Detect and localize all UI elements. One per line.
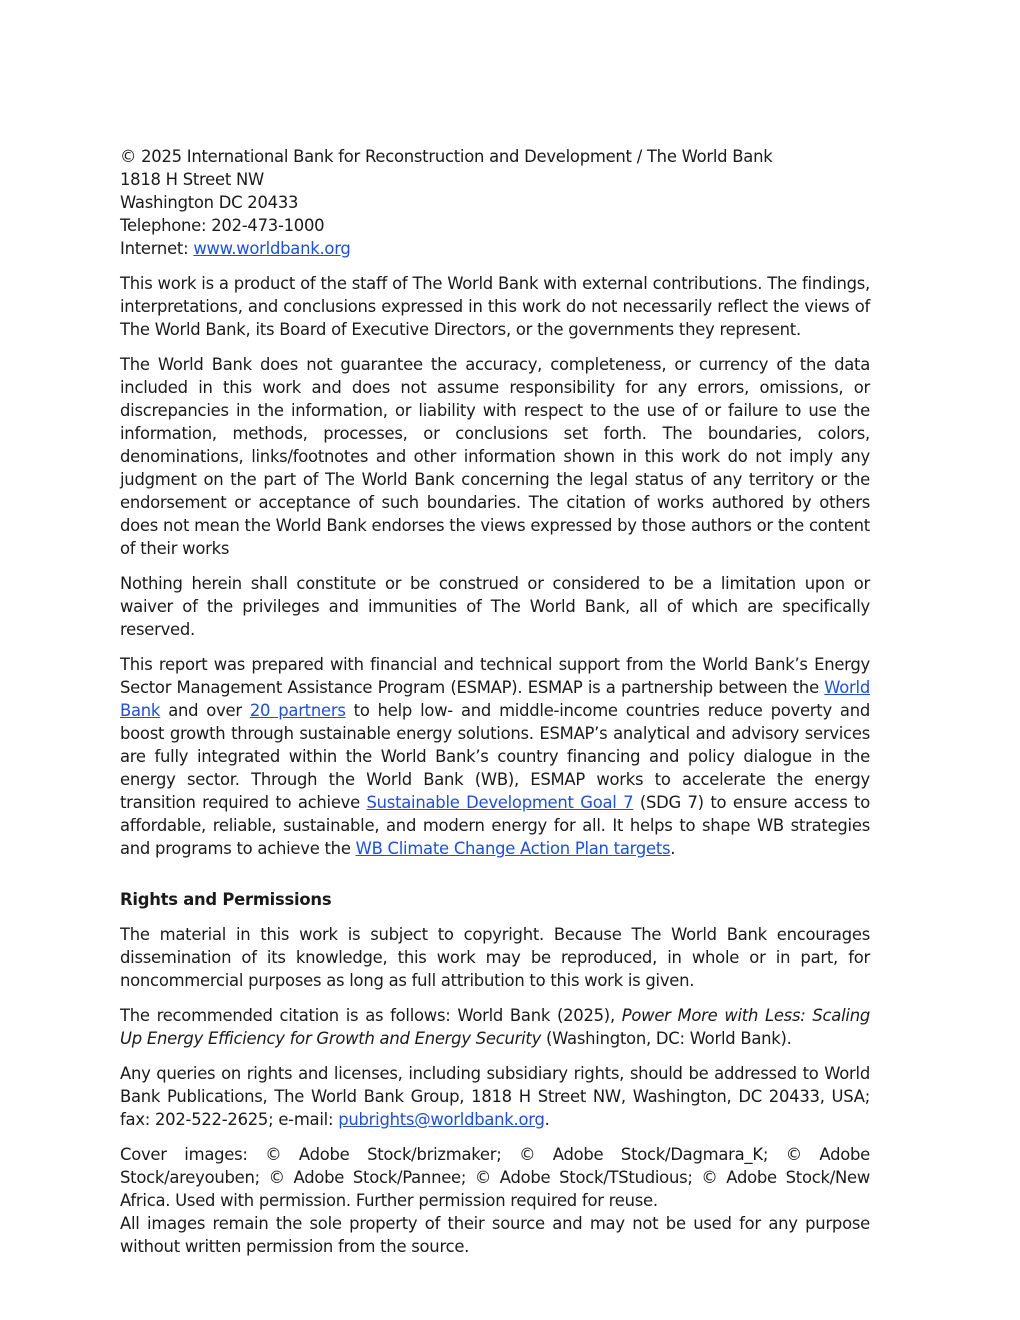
worldbank-website-link[interactable]: www.worldbank.org xyxy=(193,239,351,258)
esmap-text-2: and over xyxy=(160,701,250,720)
copyright-page xyxy=(120,145,870,1270)
citation-prefix: The recommended citation is as follows: World Bank (2025), xyxy=(120,1006,622,1025)
esmap-text-1: This report was prepared with financial and technical support from the World Bank’s Energy Sector Management Assistance Program (ESMAP). ESMAP is a partnership between the xyxy=(120,655,870,697)
citation-suffix: (Washington, DC: World Bank). xyxy=(541,1029,792,1048)
partners-link[interactable]: 20 partners xyxy=(249,701,346,720)
queries-end: . xyxy=(544,1110,550,1129)
citation-title: Power More with Less: Scaling Up Energy Efficiency for Growth and Energy Security xyxy=(120,1006,870,1048)
telephone-line: Telephone: 202-473-1000 xyxy=(120,216,325,235)
internet-line xyxy=(120,237,870,260)
esmap-text-3: to help low- and middle-income countries reduce poverty and boost growth through sustainable energy solutions. ESMAP’s analytical and advisory services are fully integrated within the World Bank’s country financing and policy dialogue in the energy sector. Through the World Bank (WB), ESMAP works to accelerate the energy transition required to achieve xyxy=(120,701,870,812)
city-line: Washington DC 20433 xyxy=(120,193,299,212)
rights-copyright-paragraph: The material in this work is subject to copyright. Because The World Bank encourages dissemination of its knowledge, this work may be reproduced, in whole or in part, for noncommercial purposes as long as full attribution to this work is given. xyxy=(120,925,870,990)
queries-paragraph xyxy=(120,1062,870,1131)
disclaimer-views: This work is a product of the staff of The World Bank with external contributions. The findings, interpretations, and conclusions expressed in this work do not necessarily reflect the views of The World Bank, its Board of Executive Directors, or the governments they represent. xyxy=(120,274,870,339)
street-line: 1818 H Street NW xyxy=(120,170,264,189)
disclaimer-immunities: Nothing herein shall constitute or be construed or considered to be a limitation upon or waiver of the privileges and immunities of The World Bank, all of which are specifically reserved. xyxy=(120,574,870,639)
publisher-address xyxy=(120,145,870,260)
citation-paragraph xyxy=(120,1004,870,1050)
esmap-text-4: (SDG 7) to ensure access to affordable, reliable, sustainable, and modern energy for all. It helps to shape WB strategies and programs to achieve the xyxy=(120,793,870,858)
climate-plan-link[interactable]: WB Climate Change Action Plan targets xyxy=(355,839,671,858)
esmap-text-5: . xyxy=(670,839,676,858)
internet-label: Internet: xyxy=(120,239,194,258)
queries-text: Any queries on rights and licenses, including subsidiary rights, should be addressed to World Bank Publications, The World Bank Group, 1818 H Street NW, Washington, DC 20433, USA; fax: 202-522-2625; e-mail: xyxy=(120,1064,870,1129)
pubrights-email-link[interactable]: pubrights@worldbank.org xyxy=(338,1110,545,1129)
copyright-line: © 2025 International Bank for Reconstruction and Development / The World Bank xyxy=(120,147,773,166)
cover-images-credit: Cover images: © Adobe Stock/brizmaker; © Adobe Stock/Dagmara_K; © Adobe Stock/areyouben; © Adobe Stock/Pannee; © Adobe Stock/TStudious; © Adobe Stock/New Africa. Used with permission. Further permission required for reuse. xyxy=(120,1145,870,1210)
esmap-acknowledgement xyxy=(120,653,870,860)
images-property-notice: All images remain the sole property of their source and may not be used for any purpose without written permission from the source. xyxy=(120,1214,870,1256)
world-bank-link[interactable]: World Bank xyxy=(120,678,870,720)
disclaimer-accuracy: The World Bank does not guarantee the accuracy, completeness, or currency of the data included in this work and does not assume responsibility for any errors, omissions, or discrepancies in the information, or liability with respect to the use of or failure to use the information, methods, processes, or conclusions set forth. The boundaries, colors, denominations, links/footnotes and other information shown in this work do not imply any judgment on the part of The World Bank concerning the legal status of any territory or the endorsement or acceptance of such boundaries. The citation of works authored by others does not mean the World Bank endorses the views expressed by those authors or the content of their works xyxy=(120,355,870,558)
rights-heading: Rights and Permissions xyxy=(120,890,332,909)
sdg7-link[interactable]: Sustainable Development Goal 7 xyxy=(366,793,634,812)
